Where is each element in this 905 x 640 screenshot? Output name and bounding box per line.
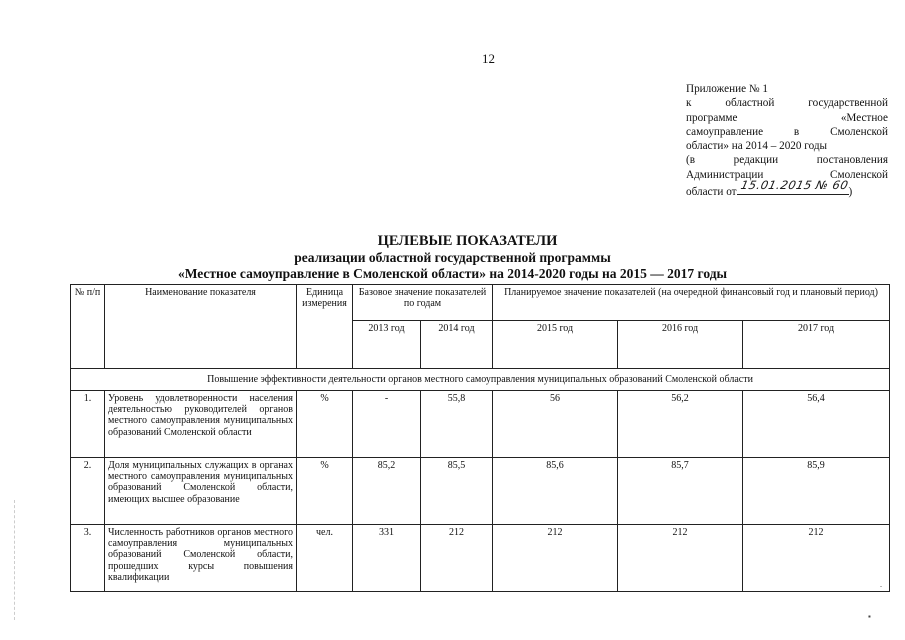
row-unit: %	[297, 458, 353, 525]
appendix-line: программе «Местное	[686, 111, 888, 124]
row-value: 85,6	[493, 458, 618, 525]
header-base: Базовое значение показателей по годам	[353, 285, 493, 321]
document-title	[0, 233, 905, 282]
appendix-line: Администрации Смоленской	[686, 168, 888, 181]
header-plan: Планируемое значение показателей (на очередной финансовый год и плановый период)	[493, 285, 890, 321]
row-name: Численность работников органов местного самоуправления муниципальных образований Смоленской области, прошедших курсы повышения квалификации	[105, 525, 297, 592]
row-num: 2.	[71, 458, 105, 525]
row-value: 212	[421, 525, 493, 592]
row-value: 85,5	[421, 458, 493, 525]
row-unit: %	[297, 391, 353, 458]
handwritten-date: 15.01.2015 № 60	[739, 178, 850, 193]
row-unit: чел.	[297, 525, 353, 592]
header-year: 2013 год	[353, 321, 421, 369]
header-year: 2017 год	[743, 321, 890, 369]
appendix-date-prefix: области от	[686, 186, 737, 199]
table-row	[71, 391, 890, 458]
row-value: -	[353, 391, 421, 458]
row-value: 85,7	[618, 458, 743, 525]
row-value: 212	[493, 525, 618, 592]
table-row	[71, 458, 890, 525]
row-value: 85,9	[743, 458, 890, 525]
title-line-2: реализации областной государственной программы	[294, 250, 611, 265]
row-value: 56,2	[618, 391, 743, 458]
row-num: 1.	[71, 391, 105, 458]
row-name: Доля муниципальных служащих в органах местного самоуправления муниципальных образований Смоленской области, имеющих высшее образование	[105, 458, 297, 525]
title-line-3: «Местное самоуправление в Смоленской области» на 2014-2020 годы на 2015 — 2017 годы	[177, 266, 728, 281]
page-number: 12	[482, 51, 495, 66]
row-value: 212	[743, 525, 890, 592]
table-row	[71, 525, 890, 592]
row-value: 331	[353, 525, 421, 592]
appendix-block	[686, 82, 888, 199]
header-year: 2015 год	[493, 321, 618, 369]
margin-scan-mark	[14, 500, 16, 620]
appendix-close: )	[848, 186, 853, 199]
row-num: 3.	[71, 525, 105, 592]
header-year: 2016 год	[618, 321, 743, 369]
section-title: Повышение эффективности деятельности органов местного самоуправления муниципальных образований Смоленской области	[71, 369, 890, 391]
row-name: Уровень удовлетворенности населения деятельностью руководителей органов местного самоуправления муниципальных образований Смоленской области	[105, 391, 297, 458]
header-unit: Единица измерения	[297, 285, 353, 369]
scan-dot: ▪	[868, 612, 871, 621]
row-value: 56,4	[743, 391, 890, 458]
appendix-date-line	[686, 178, 888, 199]
appendix-line: области» на 2014 – 2020 годы	[686, 140, 828, 153]
appendix-line: самоуправление в Смоленской	[686, 125, 888, 138]
title-line-1: ЦЕЛЕВЫЕ ПОКАЗАТЕЛИ	[377, 233, 558, 249]
header-name: Наименование показателя	[105, 285, 297, 369]
indicators-table	[70, 284, 890, 592]
row-value: 55,8	[421, 391, 493, 458]
appendix-line: (в редакции постановления	[686, 154, 888, 167]
row-value: 85,2	[353, 458, 421, 525]
header-year: 2014 год	[421, 321, 493, 369]
row-value: 56	[493, 391, 618, 458]
handwritten-date-field	[737, 178, 850, 195]
scan-dot: .	[880, 580, 882, 589]
row-value: 212	[618, 525, 743, 592]
appendix-line: Приложение № 1	[686, 83, 768, 95]
appendix-line: к областной государственной	[686, 97, 888, 110]
header-num: № п/п	[71, 285, 105, 369]
